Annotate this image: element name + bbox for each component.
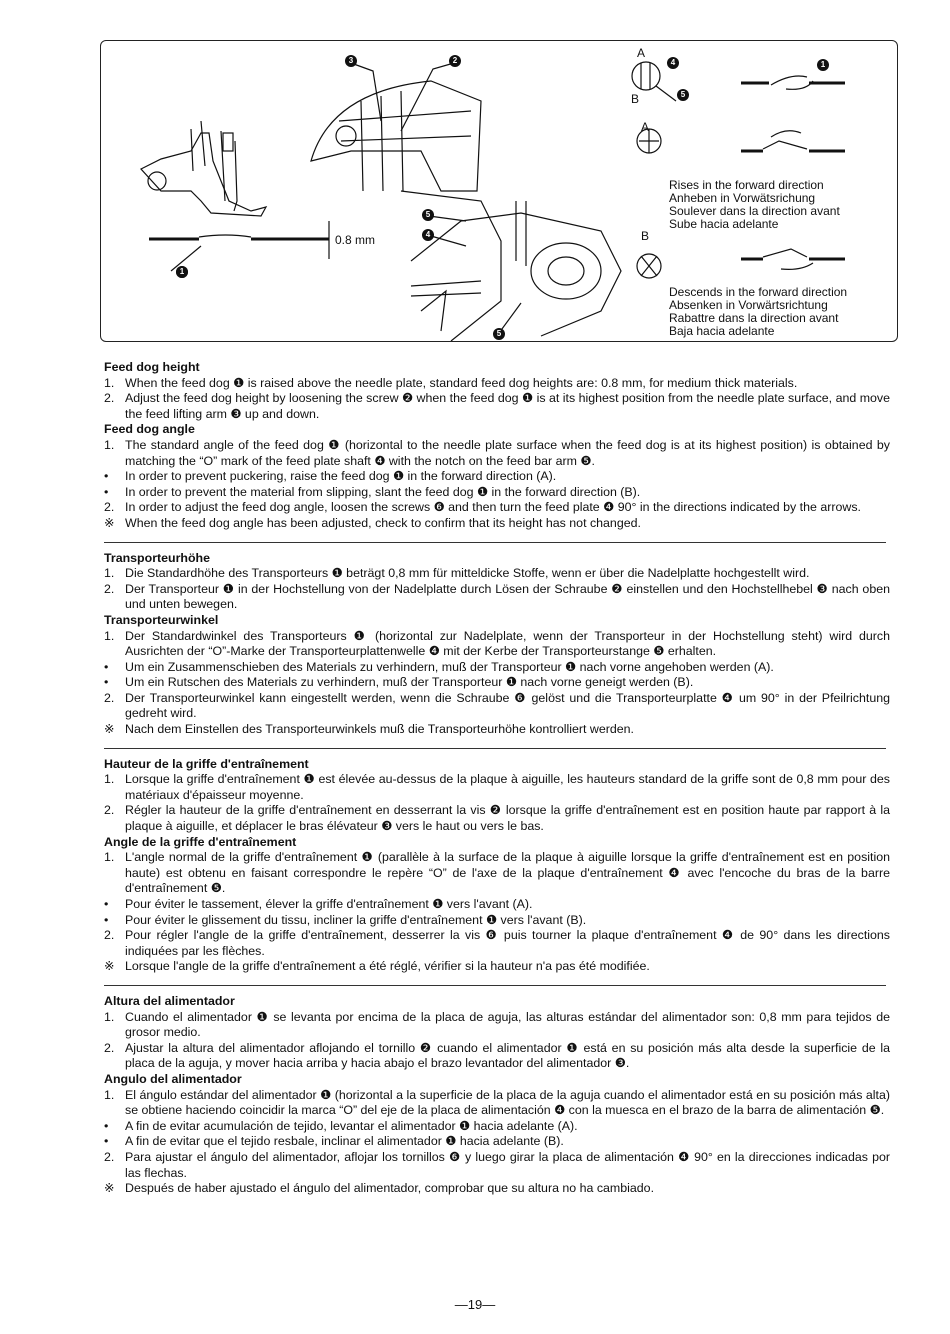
section-heading: Feed dog height — [104, 360, 200, 374]
instruction-item — [104, 897, 890, 913]
callout-4-right: 4 — [667, 57, 679, 69]
item-text: Der Transporteurwinkel kann eingestellt werden, wenn die Schraube ❻ gelöst und die Transporteurplatte ❹ um 90° in der Pfeilrichtung gedreht wird. — [125, 690, 890, 721]
letter-b-top: B — [631, 92, 640, 106]
rises-caption — [669, 179, 840, 231]
caption-line: Absenken in Vorwärtsrichtung — [669, 298, 828, 312]
item-text: Nach dem Einstellen des Transporteurwinkels muß die Transporteurhöhe kontrolliert werden. — [125, 722, 634, 737]
callout-5-right: 5 — [677, 89, 689, 101]
section-heading: Transporteurwinkel — [104, 612, 219, 627]
item-text: When the feed dog ❶ is raised above the needle plate, standard feed dog heights are: 0.8 mm, for medium thick materials. — [125, 375, 798, 390]
item-text: Pour éviter le glissement du tissu, incliner la griffe d'entraînement ❶ vers l'avant (B). — [125, 912, 587, 927]
item-marker: • — [104, 469, 109, 484]
instruction-item — [104, 660, 890, 676]
item-text: Lorsque la griffe d'entraînement ❶ est élevée au-dessus de la plaque à aiguille, les hauteurs standard de la griffe sont de 0,8 mm pour des matériaux d'épaisseur moyenne. — [125, 772, 890, 802]
item-text: In order to adjust the feed dog angle, loosen the screws ❻ and then turn the feed plate ❹ 90° in the directions indicated by the arrows. — [125, 500, 861, 515]
instruction-item — [104, 1134, 890, 1150]
instruction-item — [104, 1181, 890, 1197]
item-text: Die Standardhöhe des Transporteurs ❶ beträgt 0,8 mm für mitteldicke Stoffe, wenn er über die Nadelplatte hochgestellt wird. — [125, 566, 810, 581]
item-text: When the feed dog angle has been adjusted, check to confirm that its height has not changed. — [125, 515, 641, 530]
item-text: El ángulo estándar del alimentador ❶ (horizontal a la superficie de la placa de la aguja cuando el alimentador está en su posición más alta) se obtiene haciendo coincidir la marca “O” del eje de la placa de alimentación ❹ con la muesca en el brazo de la barra de alimentación ❺. — [125, 1087, 890, 1118]
section-heading: Angle de la griffe d'entraînement — [104, 834, 297, 849]
instruction-item — [104, 582, 890, 613]
instructions-body — [104, 360, 890, 1197]
item-text: In order to prevent puckering, raise the feed dog ❶ in the forward direction (A). — [125, 469, 557, 484]
item-text: Um ein Rutschen des Materials zu verhindern, muß der Transporteur ❶ nach vorne geneigt werden (B). — [125, 675, 694, 690]
instruction-item — [104, 675, 890, 691]
instruction-item — [104, 1088, 890, 1119]
instruction-item — [104, 516, 890, 532]
item-marker: 1. — [104, 850, 115, 865]
letter-a-top: A — [637, 46, 646, 60]
instruction-item — [104, 959, 890, 975]
item-marker: 2. — [104, 1149, 115, 1164]
item-text: Régler la hauteur de la griffe d'entraînement en desserrant la vis ❷ lorsque la griffe d'entraînement est en position haute par rapport à la plaque à aiguille, et déplacer le bras élévateur ❸ vers le haut ou vers le bas. — [125, 803, 890, 834]
callout-1-right: 1 — [817, 59, 829, 71]
callout-4: 4 — [422, 229, 434, 241]
caption-line: Baja hacia adelante — [669, 324, 775, 338]
item-marker: 1. — [104, 1087, 115, 1102]
section-heading: Angulo del alimentador — [104, 1071, 242, 1086]
instruction-item — [104, 803, 890, 834]
item-text: Después de haber ajustado el ángulo del alimentador, comprobar que su altura no ha cambiado. — [125, 1181, 655, 1196]
item-text: Adjust the feed dog height by loosening the screw ❷ when the feed dog ❶ is at its highest position from the needle plate surface, and move the feed lifting arm ❸ up and down. — [125, 391, 890, 421]
callout-6: 5 — [422, 209, 434, 221]
item-marker: 1. — [104, 772, 115, 787]
item-text: Der Transporteur ❶ in der Hochstellung von der Nadelplatte durch Lösen der Schraube ❷ einstellen und den Hochstellhebel ❸ nach oben und unten bewegen. — [125, 581, 890, 612]
item-marker: • — [104, 484, 109, 499]
item-text: Cuando el alimentador ❶ se levanta por encima de la placa de aguja, las alturas estándar del alimentador son: 0,8 mm para tejidos de grosor medio. — [125, 1009, 890, 1040]
item-marker: • — [104, 1118, 109, 1133]
item-text: Der Standardwinkel des Transporteurs ❶ (horizontal zur Nadelplate, wenn der Transporteur in der Hochstellung steht) wird durch Ausrichten der “O”-Marke der Transporteurplattenwelle ❹ mit der Kerbe der Transporteurstange ❺ erhalten. — [125, 628, 890, 659]
item-marker: 1. — [104, 375, 115, 390]
item-marker: 1. — [104, 566, 115, 581]
item-marker: 2. — [104, 803, 115, 818]
item-marker: 1. — [104, 628, 115, 643]
instruction-item — [104, 500, 890, 516]
section-divider — [104, 748, 886, 749]
section-heading: Altura del alimentador — [104, 993, 235, 1008]
instruction-item — [104, 629, 890, 660]
instruction-item — [104, 722, 890, 738]
section-heading: Hauteur de la griffe d'entraînement — [104, 756, 309, 771]
instruction-item — [104, 1119, 890, 1135]
item-marker: • — [104, 1134, 109, 1149]
caption-line: Rabattre dans la direction avant — [669, 311, 839, 325]
section-divider — [104, 542, 886, 543]
instruction-item — [104, 469, 890, 485]
instruction-item — [104, 928, 890, 959]
item-marker: ※ — [104, 722, 115, 737]
instruction-item — [104, 1150, 890, 1181]
item-text: Pour régler l'angle de la griffe d'entraînement, desserrer la vis ❻ puis tourner la plaque d'entraînement ❹ de 90° dans les directions indiquées par les flèches. — [125, 928, 890, 958]
caption-line: Anheben in Vorwätsrichung — [669, 191, 816, 205]
callout-1: 1 — [176, 266, 188, 278]
instruction-item — [104, 1041, 890, 1072]
item-marker: • — [104, 659, 109, 674]
item-text: L'angle normal de la griffe d'entraînement ❶ (parallèle à la surface de la plaque à aiguille lorsque la griffe d'entraînement est en position haute) est obtenu en faisant correspondre le repère “O” de l'axe de la plaque d'entraînement ❹ avec l'encoche du bras de la barre d'entraînement ❺. — [125, 850, 890, 896]
instruction-item — [104, 850, 890, 897]
instruction-item — [104, 566, 890, 582]
item-marker: 2. — [104, 1040, 115, 1055]
descends-caption — [669, 286, 847, 338]
item-text: A fin de evitar acumulación de tejido, levantar el alimentador ❶ hacia adelante (A). — [125, 1118, 578, 1133]
caption-line: Rises in the forward direction — [669, 178, 824, 192]
item-marker: • — [104, 675, 109, 690]
section-divider — [104, 985, 886, 986]
item-marker: 2. — [104, 581, 115, 596]
item-marker: • — [104, 897, 109, 911]
item-marker: ※ — [104, 1181, 115, 1196]
callout-5: 5 — [493, 328, 505, 340]
letter-b-mid: B — [641, 229, 650, 243]
item-marker: 2. — [104, 928, 115, 943]
item-text: Para ajustar el ángulo del alimentador, aflojar los tornillos ❻ y luego girar la placa de alimentación ❹ 90° en la direcciones indicadas por las flechas. — [125, 1149, 890, 1180]
callout-3: 3 — [345, 55, 357, 67]
caption-line: Descends in the forward direction — [669, 285, 848, 299]
item-marker: • — [104, 912, 109, 927]
item-marker: 2. — [104, 690, 115, 705]
item-text: A fin de evitar que el tejido resbale, inclinar el alimentador ❶ hacia adelante (B). — [125, 1134, 564, 1149]
item-marker: 2. — [104, 391, 115, 406]
page-number: —19— — [454, 1297, 496, 1312]
item-text: Ajustar la altura del alimentador aflojando el tornillo ❷ cuando el alimentador ❶ está en su posición más alta desde la superficie de la placa de la aguja, y mover hacia arriba y hacia abajo el brazo levantador del alimentador ❸. — [125, 1040, 890, 1071]
section-heading: Transporteurhöhe — [104, 550, 211, 565]
caption-line: Sube hacia adelante — [669, 217, 779, 231]
item-marker: 1. — [104, 437, 115, 452]
instruction-item — [104, 1010, 890, 1041]
item-marker: ※ — [104, 959, 115, 974]
instruction-item — [104, 913, 890, 929]
caption-line: Soulever dans la direction avant — [669, 204, 840, 218]
instruction-item — [104, 438, 890, 469]
item-text: In order to prevent the material from slipping, slant the feed dog ❶ in the forward direction (B). — [125, 484, 641, 499]
instruction-item — [104, 376, 890, 392]
instruction-item — [104, 485, 890, 501]
measure-label: 0.8 mm — [335, 233, 376, 247]
item-marker: 1. — [104, 1009, 115, 1024]
item-marker: 2. — [104, 500, 115, 515]
item-marker: ※ — [104, 515, 115, 530]
letter-a-mid: A — [641, 120, 650, 134]
item-text: The standard angle of the feed dog ❶ (horizontal to the needle plate surface when the feed dog is at its highest position) is obtained by matching the “O” mark of the feed plate shaft ❹ with the notch on the feed bar arm ❺. — [125, 437, 890, 468]
instruction-item — [104, 772, 890, 803]
illustration-panel — [100, 40, 898, 342]
item-text: Lorsque l'angle de la griffe d'entraînement a été réglé, vérifier si la hauteur n'a pas été modifiée. — [125, 959, 650, 974]
callout-2: 2 — [449, 55, 461, 67]
item-text: Um ein Zusammenschieben des Materials zu verhindern, muß der Transporteur ❶ nach vorne angehoben werden (A). — [125, 659, 774, 674]
instruction-item — [104, 391, 890, 422]
instruction-item — [104, 691, 890, 722]
item-text: Pour éviter le tassement, élever la griffe d'entraînement ❶ vers l'avant (A). — [125, 897, 533, 911]
section-heading: Feed dog angle — [104, 422, 195, 437]
